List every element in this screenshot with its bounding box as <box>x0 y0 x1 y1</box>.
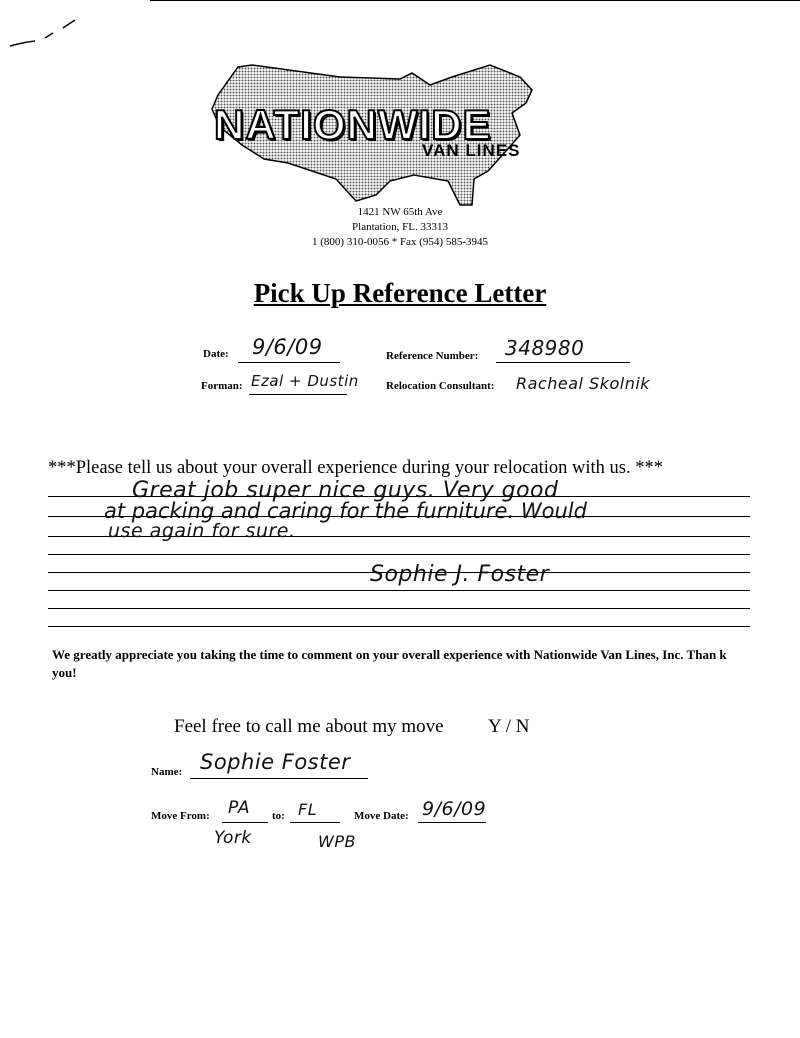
consultant-label: Relocation Consultant: <box>386 380 495 392</box>
address-street: 1421 NW 65th Ave <box>357 206 443 218</box>
move-from-city[interactable]: York <box>214 828 252 848</box>
comment-line <box>48 626 750 627</box>
comment-line <box>48 554 750 555</box>
page-title: Pick Up Reference Letter <box>253 278 547 308</box>
comment-line <box>48 608 750 609</box>
date-underline <box>238 362 340 363</box>
logo-name: NATIONWIDE <box>214 101 492 148</box>
address-city: Plantation, FL. 33313 <box>352 221 448 233</box>
signature[interactable]: Sophie J. Foster <box>370 562 550 587</box>
date-label: Date: <box>203 348 229 360</box>
top-edge-line <box>150 0 800 1</box>
comment-line-1[interactable]: Great job super nice guys. Very good <box>132 478 559 503</box>
logo-subtitle: VAN LINES <box>422 141 521 160</box>
move-date-underline <box>418 822 486 823</box>
to-underline <box>290 822 340 823</box>
to-label: to: <box>272 810 285 822</box>
foreman-underline <box>249 394 347 395</box>
call-preference-yn[interactable]: Y / N <box>488 716 530 737</box>
name-underline <box>190 778 368 779</box>
to-value[interactable]: FL <box>298 800 318 819</box>
reference-label: Reference Number: <box>386 350 479 362</box>
move-from-label: Move From: <box>151 810 210 822</box>
experience-prompt: ***Please tell us about your overall experience during your relocation with us. *** <box>48 458 663 478</box>
move-from-underline <box>222 822 268 823</box>
date-value[interactable]: 9/6/09 <box>252 335 323 359</box>
address-phone: 1 (800) 310-0056 * Fax (954) 585-3945 <box>312 236 488 248</box>
name-label: Name: <box>151 766 183 778</box>
company-address <box>0 205 800 250</box>
comment-line-3[interactable]: use again for sure. <box>108 520 296 542</box>
call-preference-text: Feel free to call me about my move <box>174 716 444 737</box>
comment-line-2[interactable]: at packing and caring for the furniture. Would <box>104 499 587 523</box>
move-date-label: Move Date: <box>354 810 409 822</box>
move-date-value[interactable]: 9/6/09 <box>422 798 487 820</box>
foreman-value[interactable]: Ezal + Dustin <box>251 372 359 390</box>
move-from-value[interactable]: PA <box>228 798 251 818</box>
reference-underline <box>496 362 630 363</box>
consultant-value[interactable]: Racheal Skolnik <box>516 374 651 393</box>
name-value[interactable]: Sophie Foster <box>200 750 351 774</box>
to-city[interactable]: WPB <box>318 832 356 851</box>
appreciation-note: We greatly appreciate you taking the time to comment on your overall experience with Nationwide Van Lines, Inc. Than k you! <box>52 647 727 680</box>
reference-value[interactable]: 348980 <box>505 336 585 360</box>
scan-mark <box>5 8 85 53</box>
foreman-label: Forman: <box>201 380 243 392</box>
comment-line <box>48 590 750 591</box>
